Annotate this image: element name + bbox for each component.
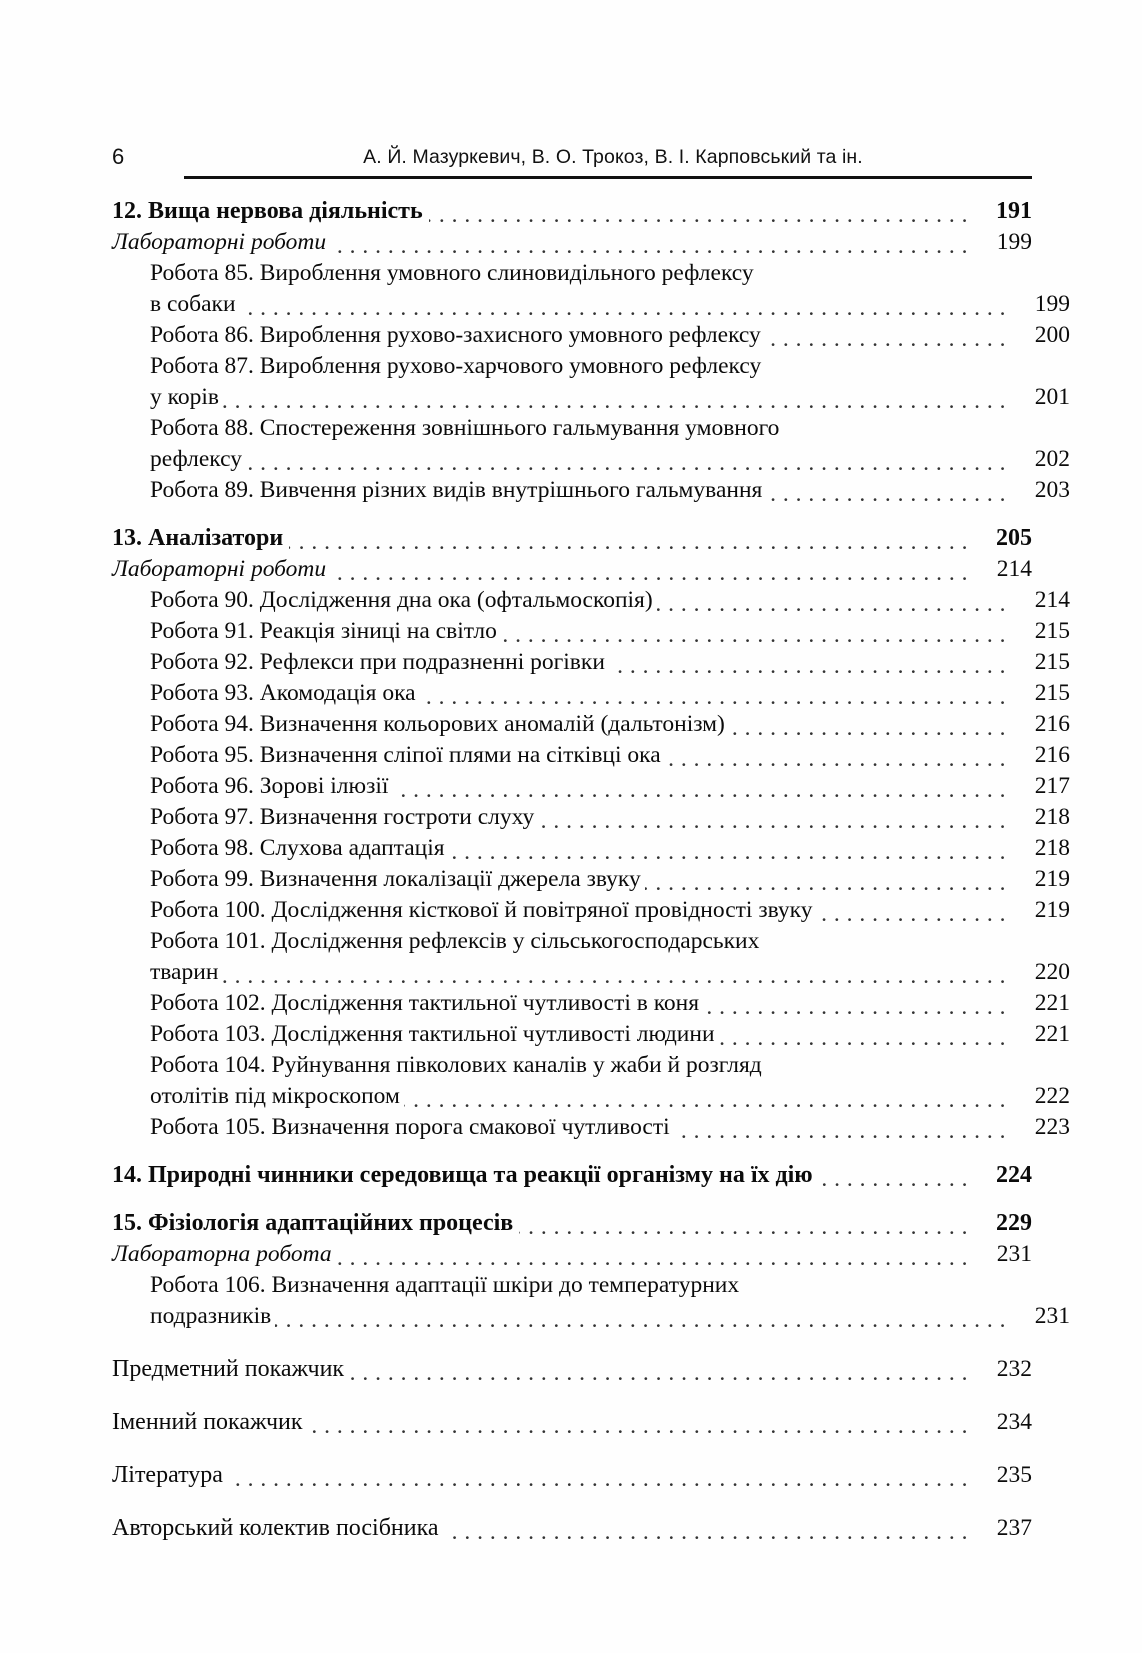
toc-work-entry[interactable] [112, 647, 1070, 678]
toc-page-number: 232 [996, 1356, 1032, 1382]
toc-dot-leader [240, 297, 1006, 321]
toc-chapter-entry[interactable] [112, 196, 1032, 227]
toc-entry-title: Робота 101. Дослідження рефлексів у сільськогосподарських [150, 928, 760, 954]
toc-work-entry[interactable] [112, 320, 1070, 351]
toc-entry-title: Лабораторні роботи [112, 556, 327, 582]
toc-dot-leader [657, 593, 1006, 617]
toc-page-number: 205 [996, 525, 1032, 551]
toc-dot-leader [420, 686, 1006, 710]
toc-work-entry[interactable] [112, 1050, 1070, 1081]
toc-lab-section-entry[interactable] [112, 227, 1032, 258]
toc-work-entry[interactable] [112, 833, 1070, 864]
toc-work-entry[interactable] [112, 771, 1070, 802]
toc-chapter-entry[interactable] [112, 523, 1032, 554]
toc-page-number: 199 [996, 229, 1032, 255]
toc-work-entry[interactable] [112, 709, 1070, 740]
toc-page-number: 222 [1034, 1083, 1070, 1109]
toc-dot-leader [429, 204, 968, 228]
toc-work-entry[interactable] [112, 585, 1070, 616]
toc-dot-leader [330, 235, 968, 259]
toc-dot-leader [765, 359, 1006, 383]
toc-page-number: 237 [996, 1515, 1032, 1541]
toc-dot-leader [350, 1362, 968, 1386]
toc-work-entry[interactable] [112, 444, 1070, 475]
toc-page-number: 221 [1034, 990, 1070, 1016]
toc-entry-title: 14. Природні чинники середовища та реакції організму на їх дію [112, 1162, 813, 1188]
toc-page-number: 231 [1034, 1303, 1070, 1329]
toc-page-number: 219 [1034, 897, 1070, 923]
toc-dot-leader [309, 1415, 968, 1439]
toc-entry-title: Робота 97. Визначення гостроти слуху [150, 804, 535, 830]
toc-dot-leader [275, 1309, 1006, 1333]
toc-page-number: 229 [996, 1210, 1032, 1236]
toc-entry-title: Робота 88. Спостереження зовнішнього гальмування умовного [150, 415, 780, 441]
toc-work-entry[interactable] [112, 1081, 1070, 1112]
toc-page-number: 215 [1034, 680, 1070, 706]
toc-work-entry[interactable] [112, 1019, 1070, 1050]
table-of-contents [112, 196, 1070, 1544]
toc-entry-title: Робота 90. Дослідження дна ока (офтальмоскопія) [150, 587, 653, 613]
toc-page-number: 231 [996, 1241, 1032, 1267]
toc-dot-leader [222, 965, 1006, 989]
toc-entry-title: Література [112, 1462, 223, 1488]
toc-dot-leader [665, 748, 1006, 772]
toc-page-number: 202 [1034, 446, 1070, 472]
toc-page-number: 218 [1034, 804, 1070, 830]
page-folio-number: 6 [112, 144, 125, 169]
toc-dot-leader [289, 531, 968, 555]
toc-page-number: 223 [1034, 1114, 1070, 1140]
toc-work-entry[interactable] [112, 988, 1070, 1019]
toc-work-entry[interactable] [112, 475, 1070, 506]
toc-entry-title: Робота 91. Реакція зіниці на світло [150, 618, 497, 644]
toc-dot-leader [674, 1120, 1006, 1144]
toc-dot-leader [758, 266, 1006, 290]
toc-work-entry[interactable] [112, 864, 1070, 895]
toc-entry-title: Іменний покажчик [112, 1409, 303, 1435]
toc-dot-leader [330, 562, 968, 586]
toc-entry-title: Робота 86. Вироблення рухово-захисного умовного рефлексу [150, 322, 761, 348]
toc-page-number: 215 [1034, 618, 1070, 644]
toc-page-number: 234 [996, 1409, 1032, 1435]
toc-work-entry[interactable] [112, 895, 1070, 926]
toc-dot-leader [763, 934, 1006, 958]
toc-entry-title: Робота 95. Визначення сліпої плями на сітківці ока [150, 742, 661, 768]
toc-dot-leader [817, 903, 1007, 927]
toc-entry-title: Робота 106. Визначення адаптації шкіри до температурних [150, 1272, 740, 1298]
toc-backmatter-entry[interactable] [112, 1513, 1032, 1544]
toc-work-entry[interactable] [112, 957, 1070, 988]
toc-dot-leader [783, 421, 1006, 445]
toc-entry-title: Робота 104. Руйнування півколових каналів у жаби й розгляд [150, 1052, 762, 1078]
toc-entry-title: Робота 105. Визначення порога смакової чутливості [150, 1114, 670, 1140]
toc-entry-title: Робота 94. Визначення кольорових аномалій (дальтонізм) [150, 711, 725, 737]
toc-page-number: 203 [1034, 477, 1070, 503]
toc-dot-leader [501, 624, 1006, 648]
toc-work-entry[interactable] [112, 1270, 1070, 1301]
toc-work-entry[interactable] [112, 382, 1070, 413]
toc-dot-leader [449, 841, 1006, 865]
toc-chapter-entry[interactable] [112, 1208, 1032, 1239]
toc-page-number: 191 [996, 198, 1032, 224]
toc-lab-section-entry[interactable] [112, 1239, 1032, 1270]
toc-page-number: 224 [996, 1162, 1032, 1188]
toc-backmatter-entry[interactable] [112, 1407, 1032, 1438]
toc-entry-title: 12. Вища нервова діяльність [112, 198, 423, 224]
toc-backmatter-entry[interactable] [112, 1354, 1032, 1385]
toc-entry-title: Робота 103. Дослідження тактильної чутливості людини [150, 1021, 715, 1047]
toc-work-entry[interactable] [112, 926, 1070, 957]
toc-page-number: 219 [1034, 866, 1070, 892]
toc-dot-leader [765, 328, 1006, 352]
toc-dot-leader [519, 1216, 968, 1240]
toc-entry-title: Робота 96. Зорові ілюзії [150, 773, 389, 799]
toc-dot-leader [336, 1247, 968, 1271]
running-head [112, 142, 1032, 182]
toc-page-number: 214 [1034, 587, 1070, 613]
toc-entry-title: Робота 99. Визначення локалізації джерела звуку [150, 866, 641, 892]
toc-page-number: 220 [1034, 959, 1070, 985]
toc-dot-leader [703, 996, 1006, 1020]
toc-work-entry[interactable] [112, 289, 1070, 320]
toc-entry-title: Лабораторні роботи [112, 229, 327, 255]
toc-entry-title: Робота 87. Вироблення рухово-харчового умовного рефлексу [150, 353, 762, 379]
toc-page-number: 216 [1034, 742, 1070, 768]
toc-dot-leader [766, 1058, 1006, 1082]
toc-entry-title: Робота 92. Рефлекси при подразненні рогівки [150, 649, 605, 675]
toc-page-number: 217 [1034, 773, 1070, 799]
toc-backmatter-entry[interactable] [112, 1460, 1032, 1491]
running-head-rule [184, 176, 1032, 179]
toc-page-number: 199 [1034, 291, 1070, 317]
toc-dot-leader [766, 483, 1006, 507]
toc-dot-leader [819, 1168, 968, 1192]
toc-entry-title: рефлексу [150, 446, 242, 472]
toc-dot-leader [229, 1468, 968, 1492]
toc-dot-leader [538, 810, 1006, 834]
toc-entry-title: в собаки [150, 291, 236, 317]
toc-dot-leader [609, 655, 1006, 679]
toc-work-entry[interactable] [112, 1301, 1070, 1332]
toc-work-entry[interactable] [112, 802, 1070, 833]
toc-entry-title: Робота 93. Акомодація ока [150, 680, 416, 706]
toc-lab-section-entry[interactable] [112, 554, 1032, 585]
toc-page-number: 221 [1034, 1021, 1070, 1047]
toc-page-number: 216 [1034, 711, 1070, 737]
toc-work-entry[interactable] [112, 740, 1070, 771]
toc-entry-title: Предметний покажчик [112, 1356, 345, 1382]
toc-work-entry[interactable] [112, 678, 1070, 709]
toc-page-number: 201 [1034, 384, 1070, 410]
toc-dot-leader [392, 779, 1006, 803]
toc-entry-title: Робота 85. Вироблення умовного слиновидільного рефлексу [150, 260, 754, 286]
toc-entry-title: 15. Фізіологія адаптаційних процесів [112, 1210, 514, 1236]
toc-dot-leader [445, 1521, 968, 1545]
toc-entry-title: Авторський колектив посібника [112, 1515, 439, 1541]
toc-work-entry[interactable] [112, 1112, 1070, 1143]
toc-dot-leader [223, 390, 1006, 414]
toc-work-entry[interactable] [112, 616, 1070, 647]
toc-entry-title: 13. Аналізатори [112, 525, 284, 551]
toc-work-entry[interactable] [112, 413, 1070, 444]
toc-entry-title: отолітів під мікроскопом [150, 1083, 400, 1109]
toc-entry-title: Робота 89. Вивчення різних видів внутрішнього гальмування [150, 477, 763, 503]
toc-dot-leader [719, 1027, 1006, 1051]
toc-page-number: 200 [1034, 322, 1070, 348]
toc-page-number: 215 [1034, 649, 1070, 675]
toc-page-number: 214 [996, 556, 1032, 582]
toc-entry-title: тварин [150, 959, 219, 985]
toc-work-entry[interactable] [112, 258, 1070, 289]
toc-chapter-entry[interactable] [112, 1160, 1032, 1191]
toc-entry-title: Робота 98. Слухова адаптація [150, 835, 445, 861]
toc-dot-leader [404, 1089, 1006, 1113]
toc-dot-leader [743, 1278, 1006, 1302]
toc-work-entry[interactable] [112, 351, 1070, 382]
toc-dot-leader [729, 717, 1006, 741]
toc-entry-title: Робота 102. Дослідження тактильної чутливості в коня [150, 990, 700, 1016]
toc-page-number: 218 [1034, 835, 1070, 861]
toc-entry-title: подразників [150, 1303, 272, 1329]
toc-entry-title: Робота 100. Дослідження кісткової й повітряної провідності звуку [150, 897, 813, 923]
toc-entry-title: Лабораторна робота [112, 1241, 332, 1267]
toc-entry-title: у корів [150, 384, 219, 410]
running-head-authors: А. Й. Мазуркевич, В. О. Трокоз, В. І. Карповський та ін. [363, 146, 863, 168]
toc-dot-leader [246, 452, 1006, 476]
toc-page-number: 235 [996, 1462, 1032, 1488]
toc-dot-leader [645, 872, 1006, 896]
